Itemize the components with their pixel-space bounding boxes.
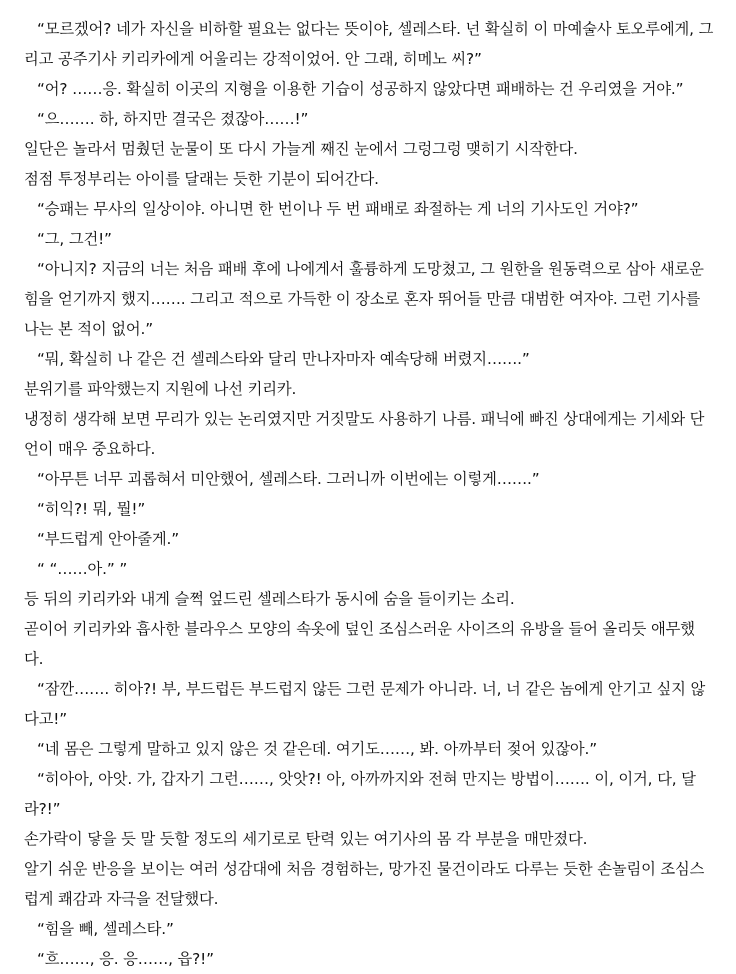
paragraph: 손가락이 닿을 듯 말 듯할 정도의 세기로로 탄력 있는 여기사의 몸 각 부분을 매만졌다.	[24, 830, 588, 848]
paragraph: 일단은 놀라서 멈췄던 눈물이 또 다시 가늘게 째진 눈에서 그렁그렁 맺히기 시작한다.	[24, 140, 578, 158]
paragraph: “잠깐……. 히아?! 부, 부드럽든 부드럽지 않든 그런 문제가 아니라. 너, 너 같은 놈에게 안기고 싶지 않다고!”	[24, 680, 706, 728]
paragraph: “네 몸은 그렇게 말하고 있지 않은 것 같은데. 여기도……, 봐. 아까부터 젖어 있잖아.”	[37, 740, 598, 758]
paragraph: “히익?! 뭐, 뭘!”	[37, 500, 146, 518]
paragraph: “아무튼 너무 괴롭혀서 미안했어, 셀레스타. 그러니까 이번에는 이렇게…….”	[37, 470, 540, 488]
paragraph: “뭐, 확실히 나 같은 건 셀레스타와 달리 만나자마자 예속당해 버렸지…….”	[37, 350, 530, 368]
document-body	[24, 14, 714, 974]
paragraph: “으……. 하, 하지만 결국은 졌잖아……!”	[37, 110, 309, 128]
paragraph: “어? ……응. 확실히 이곳의 지형을 이용한 기습이 성공하지 않았다면 패배하는 건 우리였을 거야.”	[37, 80, 684, 98]
paragraph: “히아아, 아앗. 가, 갑자기 그런……, 앗앗?! 아, 아까까지와 전혀 만지는 방법이……. 이, 이거, 다, 달라?!”	[24, 770, 696, 818]
paragraph: “모르겠어? 네가 자신을 비하할 필요는 없다는 뜻이야, 셀레스타. 넌 확실히 이 마예술사 토오루에게, 그리고 공주기사 키리카에게 어울리는 강적이었어. 안 그래, 히메노 씨?”	[24, 20, 714, 68]
paragraph: “ “……아.” ”	[37, 560, 128, 578]
paragraph: “흐……, 응. 응……, 읍?!”	[37, 950, 214, 968]
paragraph: 점점 투정부리는 아이를 달래는 듯한 기분이 되어간다.	[24, 170, 379, 188]
paragraph: 분위기를 파악했는지 지원에 나선 키리카.	[24, 380, 297, 398]
paragraph: “힘을 빼, 셀레스타.”	[37, 920, 174, 938]
paragraph: “승패는 무사의 일상이야. 아니면 한 번이나 두 번 패배로 좌절하는 게 너의 기사도인 거야?”	[37, 200, 639, 218]
paragraph: 냉정히 생각해 보면 무리가 있는 논리였지만 거짓말도 사용하기 나름. 패닉에 빠진 상대에게는 기세와 단언이 매우 중요하다.	[24, 410, 705, 458]
paragraph: “아니지? 지금의 너는 처음 패배 후에 나에게서 훌륭하게 도망쳤고, 그 원한을 원동력으로 삼아 새로운 힘을 얻기까지 했지……. 그리고 적으로 가득한 이 장소로 혼자 뛰어들 만큼 대범한 여자야. 그런 기사를 나는 본 적이 없어.”	[24, 260, 709, 338]
paragraph: 곧이어 키리카와 흡사한 블라우스 모양의 속옷에 덮인 조심스러운 사이즈의 유방을 들어 올리듯 애무했다.	[24, 620, 695, 668]
paragraph: “부드럽게 안아줄게.”	[37, 530, 179, 548]
paragraph: “그, 그건!”	[37, 230, 112, 248]
paragraph: 등 뒤의 키리카와 내게 슬쩍 엎드린 셀레스타가 동시에 숨을 들이키는 소리.	[24, 590, 515, 608]
paragraph: 알기 쉬운 반응을 보이는 여러 성감대에 처음 경험하는, 망가진 물건이라도 다루는 듯한 손놀림이 조심스럽게 쾌감과 자극을 전달했다.	[24, 860, 705, 908]
